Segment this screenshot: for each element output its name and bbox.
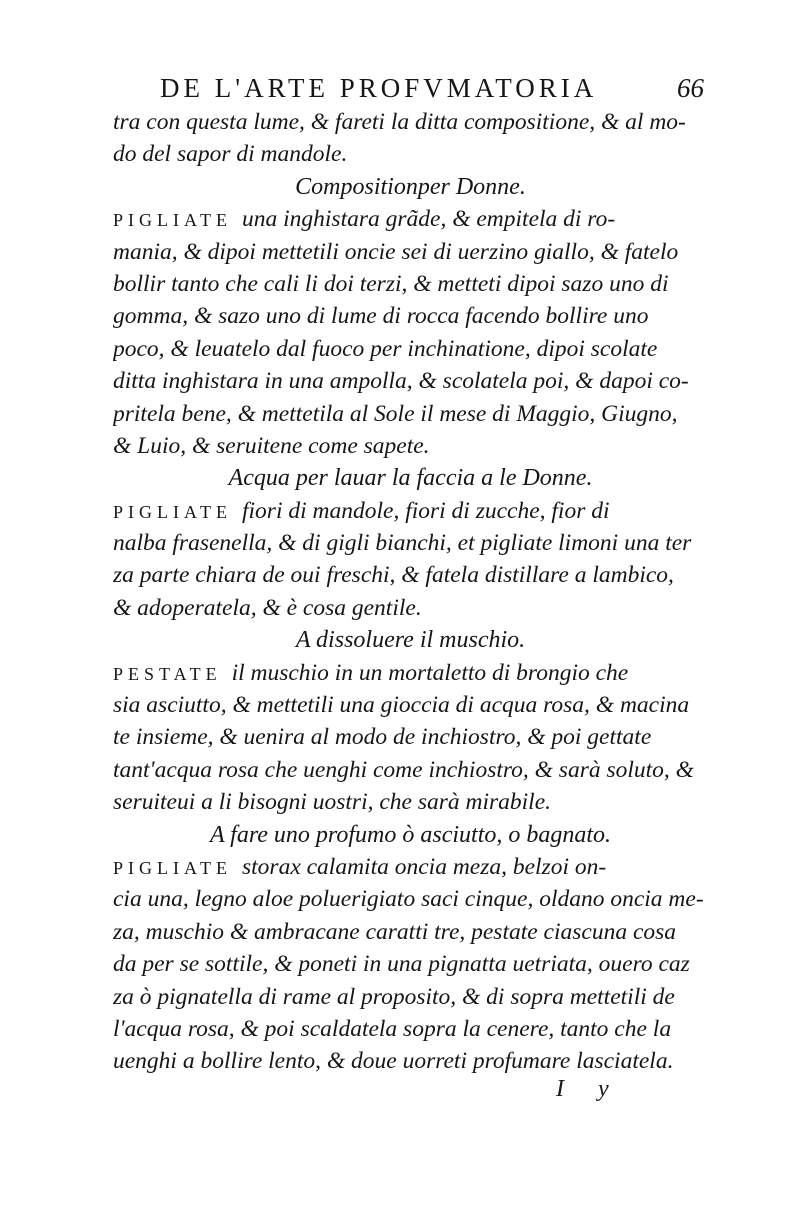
text-line [113,203,708,235]
text-line [113,948,708,980]
text-line [113,138,708,170]
line-text: nalba frasenella, & di gigli bianchi, et pigliate limoni una ter [113,530,692,557]
line-text: za, muschio & ambracane caratti tre, pestate ciascuna cosa [113,918,677,945]
line-text: gomma, & sazo uno di lume di rocca facendo bollire uno [113,303,649,330]
line-text: seruiteui a li bisogni uostri, che sarà mirabile. [113,789,552,816]
text-line [113,398,708,430]
text-line [113,300,708,332]
line-text: cia una, legno aloe poluerigiato saci cinque, oldano oncia me- [113,886,704,913]
line-text: storax calamita oncia meza, belzoi on- [242,853,607,880]
line-text: Acqua per lauar la faccia a le Donne. [228,465,593,492]
line-text: pritela bene, & mettetila al Sole il mese di Maggio, Giugno, [113,400,678,427]
section-heading [113,462,708,494]
text-line [113,916,708,948]
line-text: za ò pignatella di rame al proposito, & di sopra mettetili de [113,983,675,1010]
line-text: bollir tanto che cali li doi terzi, & metteti dipoi sazo uno di [113,270,669,297]
line-text: A fare uno profumo ò asciutto, o bagnato. [209,821,612,848]
text-line [113,689,708,721]
line-text: tant'acqua rosa che uenghi come inchiostro, & sarà soluto, & [113,756,694,783]
line-text: te insieme, & uenira al modo de inchiostro, & poi gettate [113,724,652,751]
line-text: sia asciutto, & mettetili una gioccia di acqua rosa, & macina [113,692,690,719]
text-line [113,786,708,818]
line-text: uenghi a bollire lento, & doue uorreti profumare lasciatela. [113,1048,674,1075]
running-title: DE L'ARTE PROFVMATORIA [160,73,598,103]
text-line [113,333,708,365]
line-text: il muschio in un mortaletto di brongio che [231,659,629,686]
section-heading [113,624,708,656]
line-text: za parte chiara de oui freschi, & fatela distillare a lambico, [113,562,674,589]
text-line [113,527,708,559]
text-line [113,981,708,1013]
paragraph-lead-word: PIGLIATE [113,501,232,522]
line-text: l'acqua rosa, & poi scaldatela sopra la cenere, tanto che la [113,1015,672,1042]
text-line [113,721,708,753]
section-heading [113,819,708,851]
running-head [150,68,710,108]
text-line [113,851,708,883]
text-line [113,592,708,624]
line-text: & Luio, & seruitene come sapete. [113,432,430,459]
text-line [113,883,708,915]
line-text: A dissoluere il muschio. [295,627,526,654]
paragraph-lead-word: PESTATE [113,663,222,684]
text-line [113,236,708,268]
line-text: fiori di mandole, fiori di zucche, fior di [242,497,610,524]
line-text: poco, & leuatelo dal fuoco per inchinatione, dipoi scolate [113,335,658,362]
text-line [113,365,708,397]
section-heading [113,171,708,203]
text-line [113,106,708,138]
text-line [113,1013,708,1045]
line-text: do del sapor di mandole. [113,141,348,168]
line-text: da per se sottile, & poneti in una pignatta uetriata, ouero caz [113,951,690,978]
text-block [113,106,708,1078]
line-text: Compositionper Donne. [295,173,526,200]
text-line [113,1045,708,1077]
paragraph-lead-word: PIGLIATE [113,210,232,231]
page-number: 66 [677,73,704,103]
text-line [113,430,708,462]
text-line [113,657,708,689]
text-line [113,559,708,591]
signature-mark: I y [556,1076,623,1102]
line-text: & adoperatela, & è cosa gentile. [113,594,422,621]
paragraph-lead-word: PIGLIATE [113,857,232,878]
text-line [113,268,708,300]
text-line [113,495,708,527]
line-text: mania, & dipoi mettetili oncie sei di uerzino giallo, & fatelo [113,238,679,265]
line-text: tra con questa lume, & fareti la ditta compositione, & al mo- [113,109,686,135]
text-line [113,754,708,786]
line-text: ditta inghistara in una ampolla, & scolatela poi, & dapoi co- [113,368,689,395]
line-text: una inghistara grãde, & empitela di ro- [242,206,616,233]
